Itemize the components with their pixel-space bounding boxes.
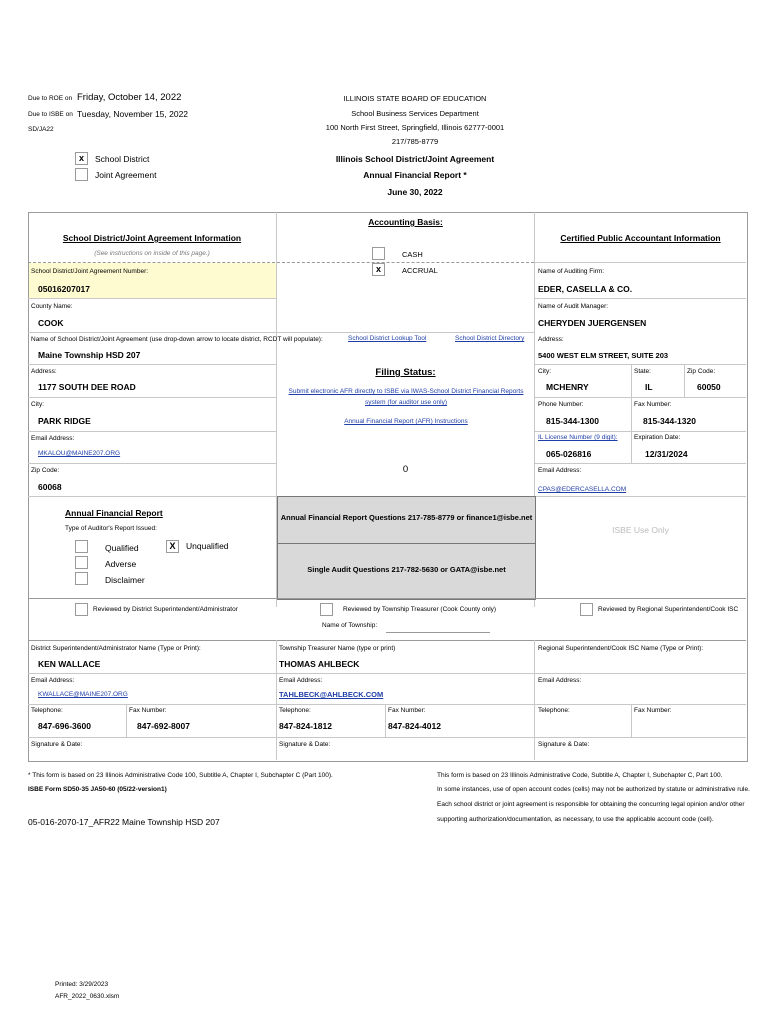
afr-questions-text: Annual Financial Report Questions 217-785-8779 or finance1@isbe.net bbox=[280, 513, 533, 522]
district-number-value[interactable]: 05016207017 bbox=[38, 284, 91, 294]
regional-review-label: Reviewed by Regional Superintendent/Cook ISC bbox=[598, 606, 739, 613]
afr-questions-box bbox=[277, 496, 536, 544]
auditor-report-type-label: Type of Auditor's Report Issued: bbox=[65, 525, 157, 532]
regional-review-checkbox[interactable] bbox=[580, 603, 593, 616]
township-name-label: Name of Township: bbox=[322, 622, 378, 629]
sup-email-value[interactable]: KWALLACE@MAINE207.ORG bbox=[38, 691, 128, 698]
school-district-checkbox[interactable]: x bbox=[75, 152, 88, 165]
cpa-manager-value[interactable]: CHERYDEN JUERGENSEN bbox=[538, 318, 647, 328]
workbook-name: AFR_2022_0630.xlsm bbox=[55, 993, 120, 1000]
filing-zero-value: 0 bbox=[402, 464, 409, 475]
district-info-title: School District/Joint Agreement Information bbox=[62, 233, 242, 243]
disclaimer-checkbox[interactable] bbox=[75, 572, 88, 585]
unqualified-checkbox[interactable]: X bbox=[166, 540, 179, 553]
due-isbe-label: Due to ISBE on bbox=[28, 111, 73, 118]
district-name-value[interactable]: Maine Township HSD 207 bbox=[38, 350, 141, 360]
footer-note-left: * This form is based on 23 Illinois Administrative Code 100, Subtitle A, Chapter I, Subchapter C (Part 100). bbox=[28, 772, 333, 779]
cpa-license-label[interactable]: IL License Number (9 digit): bbox=[538, 434, 618, 441]
footer-note-right-1: This form is based on 23 Illinois Administrative Code, Subtitle A, Chapter I, Subchapter C, Part 100. bbox=[437, 772, 723, 779]
department-name: School Business Services Department bbox=[351, 109, 479, 118]
district-zip-label: Zip Code: bbox=[31, 467, 60, 474]
joint-agreement-checkbox[interactable] bbox=[75, 168, 88, 181]
district-info-subtitle: (See instructions on inside of this page.) bbox=[94, 250, 210, 257]
treasurer-phone-value[interactable]: 847-824-1812 bbox=[279, 721, 332, 731]
district-directory-link[interactable]: School District Directory bbox=[455, 335, 525, 342]
superintendent-review-checkbox[interactable] bbox=[75, 603, 88, 616]
audit-questions-box bbox=[277, 543, 536, 600]
school-district-label: School District bbox=[95, 154, 150, 164]
cpa-address-label: Address: bbox=[538, 336, 564, 343]
sup-signature-label: Signature & Date: bbox=[31, 741, 83, 748]
afr-title: Annual Financial Report bbox=[65, 508, 163, 518]
cpa-license-value[interactable]: 065-026816 bbox=[546, 449, 592, 459]
district-city-label: City: bbox=[31, 401, 44, 408]
cpa-firm-value[interactable]: EDER, CASELLA & CO. bbox=[538, 284, 633, 294]
regional-signature-label: Signature & Date: bbox=[538, 741, 590, 748]
district-email-value[interactable]: MKALOU@MAINE207.ORG bbox=[38, 450, 121, 457]
cpa-address-value[interactable]: 5400 WEST ELM STREET, SUITE 203 bbox=[538, 351, 669, 360]
superintendent-review-label: Reviewed by District Superintendent/Administrator bbox=[93, 606, 238, 613]
audit-questions-text: Single Audit Questions 217-782-5630 or GATA@isbe.net bbox=[307, 565, 506, 574]
cpa-email-label: Email Address: bbox=[538, 467, 582, 474]
report-title-3: June 30, 2022 bbox=[387, 187, 443, 197]
treasurer-phone-label: Telephone: bbox=[279, 707, 311, 714]
agency-phone: 217/785-8779 bbox=[391, 137, 439, 146]
footer-note-right-4: supporting authorization/documentation, as necessary, to use the applicable account code (cell). bbox=[437, 816, 714, 823]
cpa-state-value[interactable]: IL bbox=[645, 382, 653, 392]
due-isbe-value: Tuesday, November 15, 2022 bbox=[77, 109, 189, 119]
district-address-value[interactable]: 1177 SOUTH DEE ROAD bbox=[38, 382, 136, 392]
due-roe-label: Due to ROE on bbox=[28, 95, 73, 102]
district-number-label: School District/Joint Agreement Number: bbox=[31, 268, 149, 275]
agency-address: 100 North First Street, Springfield, Illinois 62777-0001 bbox=[325, 123, 505, 132]
printed-date: Printed: 3/29/2023 bbox=[55, 981, 109, 988]
district-address-label: Address: bbox=[31, 368, 57, 375]
sup-fax-label: Fax Number: bbox=[129, 707, 167, 714]
sup-phone-value[interactable]: 847-696-3600 bbox=[38, 721, 91, 731]
district-city-value[interactable]: PARK RIDGE bbox=[38, 416, 91, 426]
cpa-state-label: State: bbox=[634, 368, 651, 375]
district-email-label: Email Address: bbox=[31, 435, 75, 442]
sup-name-label: District Superintendent/Administrator Name (Type or Print): bbox=[31, 645, 201, 652]
accounting-basis-title: Accounting Basis: bbox=[368, 217, 443, 227]
form-code: SD/JA22 bbox=[28, 126, 54, 133]
district-lookup-link[interactable]: School District Lookup Tool bbox=[348, 335, 427, 342]
treasurer-email-label: Email Address: bbox=[279, 677, 323, 684]
filing-status-title: Filing Status: bbox=[375, 367, 436, 378]
isbe-use-only: ISBE Use Only bbox=[612, 525, 669, 535]
report-title-1: Illinois School District/Joint Agreement bbox=[335, 154, 495, 164]
treasurer-fax-value[interactable]: 847-824-4012 bbox=[388, 721, 441, 731]
cpa-expiration-value[interactable]: 12/31/2024 bbox=[645, 449, 688, 459]
cpa-city-value[interactable]: MCHENRY bbox=[546, 382, 589, 392]
disclaimer-label: Disclaimer bbox=[105, 575, 145, 585]
cpa-email-value[interactable]: CPAS@EDERCASELLA.COM bbox=[538, 486, 627, 493]
adverse-label: Adverse bbox=[105, 559, 137, 569]
county-value[interactable]: COOK bbox=[38, 318, 64, 328]
sup-phone-label: Telephone: bbox=[31, 707, 63, 714]
cpa-manager-label: Name of Audit Manager: bbox=[538, 303, 609, 310]
footer-note-right-2: In some instances, use of open account codes (cells) may not be authorized by statute or administrative rule. bbox=[437, 786, 750, 793]
cpa-info-title: Certified Public Accountant Information bbox=[560, 233, 721, 243]
iwas-submit-link[interactable]: Submit electronic AFR directly to ISBE via IWAS-School District Financial Reports system (for auditor use only) bbox=[288, 388, 524, 406]
qualified-checkbox[interactable] bbox=[75, 540, 88, 553]
treasurer-review-checkbox[interactable] bbox=[320, 603, 333, 616]
footer-note-right-3: Each school district or joint agreement is responsible for obtaining the concurring legal opinion and/or other bbox=[437, 801, 745, 808]
footer-form-id: ISBE Form SD50-35 JA50-60 (05/22-version1) bbox=[28, 786, 167, 793]
regional-phone-label: Telephone: bbox=[538, 707, 570, 714]
regional-name-label: Regional Superintendent/Cook ISC Name (Type or Print): bbox=[538, 645, 704, 652]
county-label: County Name: bbox=[31, 303, 73, 310]
cpa-expiration-label: Expiration Date: bbox=[634, 434, 681, 441]
district-zip-value[interactable]: 60068 bbox=[38, 482, 62, 492]
adverse-checkbox[interactable] bbox=[75, 556, 88, 569]
cpa-city-label: City: bbox=[538, 368, 551, 375]
treasurer-name-label: Township Treasurer Name (type or print) bbox=[279, 645, 396, 652]
cpa-zip-label: Zip Code: bbox=[687, 368, 716, 375]
cpa-zip-value[interactable]: 60050 bbox=[697, 382, 721, 392]
treasurer-review-label: Reviewed by Township Treasurer (Cook County only) bbox=[343, 606, 497, 613]
cash-checkbox[interactable] bbox=[372, 247, 385, 260]
joint-agreement-label: Joint Agreement bbox=[95, 170, 157, 180]
sup-email-label: Email Address: bbox=[31, 677, 75, 684]
cpa-fax-value[interactable]: 815-344-1320 bbox=[643, 416, 696, 426]
sup-fax-value[interactable]: 847-692-8007 bbox=[137, 721, 190, 731]
cpa-phone-label: Phone Number: bbox=[538, 401, 584, 408]
district-name-label: Name of School District/Joint Agreement (use drop-down arrow to locate district, RCDT will populate): bbox=[31, 336, 323, 343]
agency-name: ILLINOIS STATE BOARD OF EDUCATION bbox=[343, 94, 487, 103]
treasurer-name-value[interactable]: THOMAS AHLBECK bbox=[279, 659, 360, 669]
cpa-fax-label: Fax Number: bbox=[634, 401, 672, 408]
unqualified-label: Unqualified bbox=[186, 541, 229, 551]
treasurer-fax-label: Fax Number: bbox=[388, 707, 426, 714]
cash-label: CASH bbox=[402, 250, 423, 259]
cpa-firm-label: Name of Auditing Firm: bbox=[538, 268, 605, 275]
due-roe-value: Friday, October 14, 2022 bbox=[77, 92, 182, 103]
regional-fax-label: Fax Number: bbox=[634, 707, 672, 714]
report-title-2: Annual Financial Report * bbox=[363, 170, 467, 180]
accrual-checkbox[interactable]: x bbox=[372, 263, 385, 276]
footer-file-name: 05-016-2070-17_AFR22 Maine Township HSD 207 bbox=[28, 817, 220, 827]
regional-email-label: Email Address: bbox=[538, 677, 582, 684]
accrual-label: ACCRUAL bbox=[402, 266, 438, 275]
afr-instructions-link[interactable]: Annual Financial Report (AFR) Instructions bbox=[344, 418, 468, 425]
sup-name-value[interactable]: KEN WALLACE bbox=[38, 659, 101, 669]
qualified-label: Qualified bbox=[105, 543, 139, 553]
treasurer-signature-label: Signature & Date: bbox=[279, 741, 331, 748]
cpa-phone-value[interactable]: 815-344-1300 bbox=[546, 416, 599, 426]
treasurer-email-value[interactable]: TAHLBECK@AHLBECK.COM bbox=[279, 690, 384, 699]
